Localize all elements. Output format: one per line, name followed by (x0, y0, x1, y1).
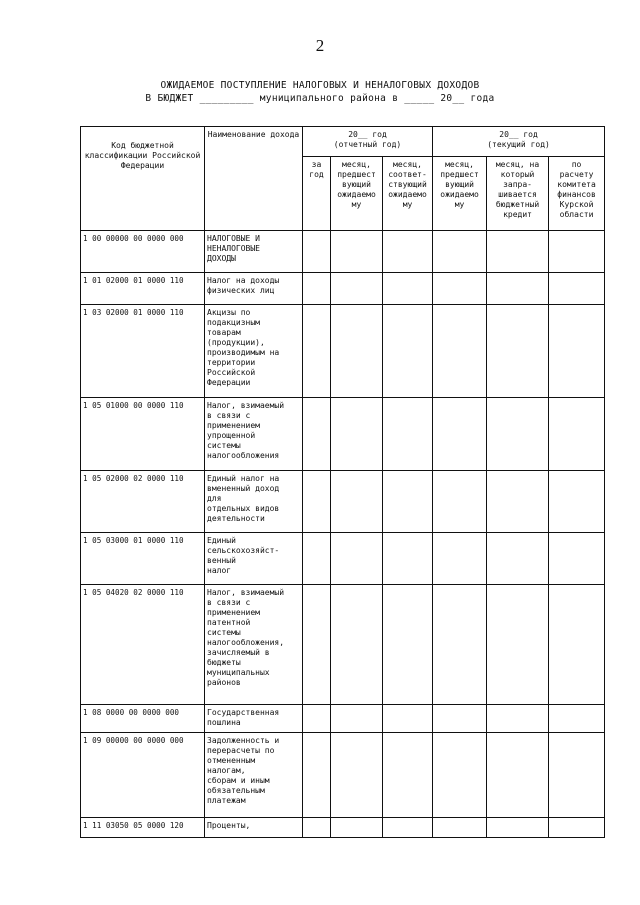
cell[interactable] (303, 471, 331, 533)
table-row (81, 818, 605, 838)
cell[interactable] (549, 471, 605, 533)
cell[interactable] (303, 705, 331, 733)
cell[interactable] (433, 585, 487, 705)
cell[interactable] (549, 585, 605, 705)
row-name: Акцизы по подакцизным товарам (продукции), производимым на территории Российской Федерации (205, 305, 303, 398)
cell[interactable] (383, 398, 433, 471)
header-code: Код бюджетной классификации Российской Федерации (81, 127, 205, 231)
row-name: Единый налог на вмененный доход для отдельных видов деятельности (205, 471, 303, 533)
cell[interactable] (303, 231, 331, 273)
table-row (81, 471, 605, 533)
row-code: 1 03 02000 01 0000 110 (81, 305, 205, 398)
cell[interactable] (549, 305, 605, 398)
header-current-year: 20__ год (текущий год) (433, 127, 605, 157)
header-sub-prev-month: месяц, предшест вующий ожидаемо му (331, 157, 383, 231)
cell[interactable] (331, 231, 383, 273)
row-name: НАЛОГОВЫЕ И НЕНАЛОГОВЫЕ ДОХОДЫ (205, 231, 303, 273)
document-subtitle: В БЮДЖЕТ _________ муниципального района в _____ 20__ года (145, 93, 495, 104)
row-name: Налог, взимаемый в связи с применением патентной системы налогообложения, зачисляемый в бюджеты муниципальных районов (205, 585, 303, 705)
row-code: 1 05 01000 00 0000 110 (81, 398, 205, 471)
cell[interactable] (303, 273, 331, 305)
cell[interactable] (549, 705, 605, 733)
cell[interactable] (383, 533, 433, 585)
cell[interactable] (433, 273, 487, 305)
header-sub-committee-calc: по расчету комитета финансов Курской области (549, 157, 605, 231)
cell[interactable] (303, 398, 331, 471)
row-name: Государственная пошлина (205, 705, 303, 733)
cell[interactable] (433, 533, 487, 585)
cell[interactable] (331, 273, 383, 305)
cell[interactable] (383, 471, 433, 533)
cell[interactable] (487, 585, 549, 705)
cell[interactable] (303, 585, 331, 705)
cell[interactable] (433, 398, 487, 471)
cell[interactable] (433, 705, 487, 733)
row-name: Единый сельскохозяйст- венный налог (205, 533, 303, 585)
cell[interactable] (433, 471, 487, 533)
row-code: 1 00 00000 00 0000 000 (81, 231, 205, 273)
table-row (81, 273, 605, 305)
header-sub-cur-prev-month: месяц, предшест вующий ожидаемо му (433, 157, 487, 231)
cell[interactable] (383, 585, 433, 705)
table-row (81, 231, 605, 273)
cell[interactable] (303, 533, 331, 585)
table-row (81, 705, 605, 733)
document-title: ОЖИДАЕМОЕ ПОСТУПЛЕНИЕ НАЛОГОВЫХ И НЕНАЛОГОВЫХ ДОХОДОВ (160, 80, 480, 91)
cell[interactable] (331, 733, 383, 818)
cell[interactable] (383, 818, 433, 838)
cell[interactable] (487, 231, 549, 273)
header-reporting-year: 20__ год (отчетный год) (303, 127, 433, 157)
table-row (81, 305, 605, 398)
cell[interactable] (331, 305, 383, 398)
cell[interactable] (433, 305, 487, 398)
cell[interactable] (549, 818, 605, 838)
cell[interactable] (433, 818, 487, 838)
row-code: 1 09 00000 00 0000 000 (81, 733, 205, 818)
cell[interactable] (331, 818, 383, 838)
cell[interactable] (487, 705, 549, 733)
cell[interactable] (487, 733, 549, 818)
row-name: Налог, взимаемый в связи с применением упрощенной системы налогообложения (205, 398, 303, 471)
row-code: 1 01 02000 01 0000 110 (81, 273, 205, 305)
table-row (81, 585, 605, 705)
cell[interactable] (331, 585, 383, 705)
cell[interactable] (331, 533, 383, 585)
cell[interactable] (383, 231, 433, 273)
cell[interactable] (487, 398, 549, 471)
header-sub-year: за год (303, 157, 331, 231)
cell[interactable] (303, 733, 331, 818)
page-number: 2 (315, 36, 325, 55)
cell[interactable] (487, 273, 549, 305)
cell[interactable] (549, 533, 605, 585)
cell[interactable] (383, 733, 433, 818)
cell[interactable] (487, 471, 549, 533)
cell[interactable] (331, 705, 383, 733)
header-sub-credit-month: месяц, на который запра- шивается бюджетный кредит (487, 157, 549, 231)
row-code: 1 05 04020 02 0000 110 (81, 585, 205, 705)
cell[interactable] (383, 705, 433, 733)
row-name: Задолженность и перерасчеты по отмененным налогам, сборам и иным обязательным платежам (205, 733, 303, 818)
cell[interactable] (331, 471, 383, 533)
row-name: Налог на доходы физических лиц (205, 273, 303, 305)
cell[interactable] (383, 273, 433, 305)
row-code: 1 05 02000 02 0000 110 (81, 471, 205, 533)
cell[interactable] (549, 398, 605, 471)
cell[interactable] (433, 231, 487, 273)
cell[interactable] (549, 231, 605, 273)
row-code: 1 08 0000 00 0000 000 (81, 705, 205, 733)
row-code: 1 11 03050 05 0000 120 (81, 818, 205, 838)
cell[interactable] (433, 733, 487, 818)
cell[interactable] (549, 273, 605, 305)
cell[interactable] (331, 398, 383, 471)
cell[interactable] (487, 818, 549, 838)
cell[interactable] (549, 733, 605, 818)
cell[interactable] (487, 533, 549, 585)
cell[interactable] (487, 305, 549, 398)
table-row (81, 398, 605, 471)
table-row (81, 533, 605, 585)
revenue-table (80, 126, 605, 838)
row-name: Проценты, (205, 818, 303, 838)
cell[interactable] (303, 818, 331, 838)
table-row (81, 733, 605, 818)
header-sub-corr-month: месяц, соответ- ствующий ожидаемо му (383, 157, 433, 231)
header-name: Наименование дохода (205, 127, 303, 231)
cell[interactable] (383, 305, 433, 398)
cell[interactable] (303, 305, 331, 398)
row-code: 1 05 03000 01 0000 110 (81, 533, 205, 585)
